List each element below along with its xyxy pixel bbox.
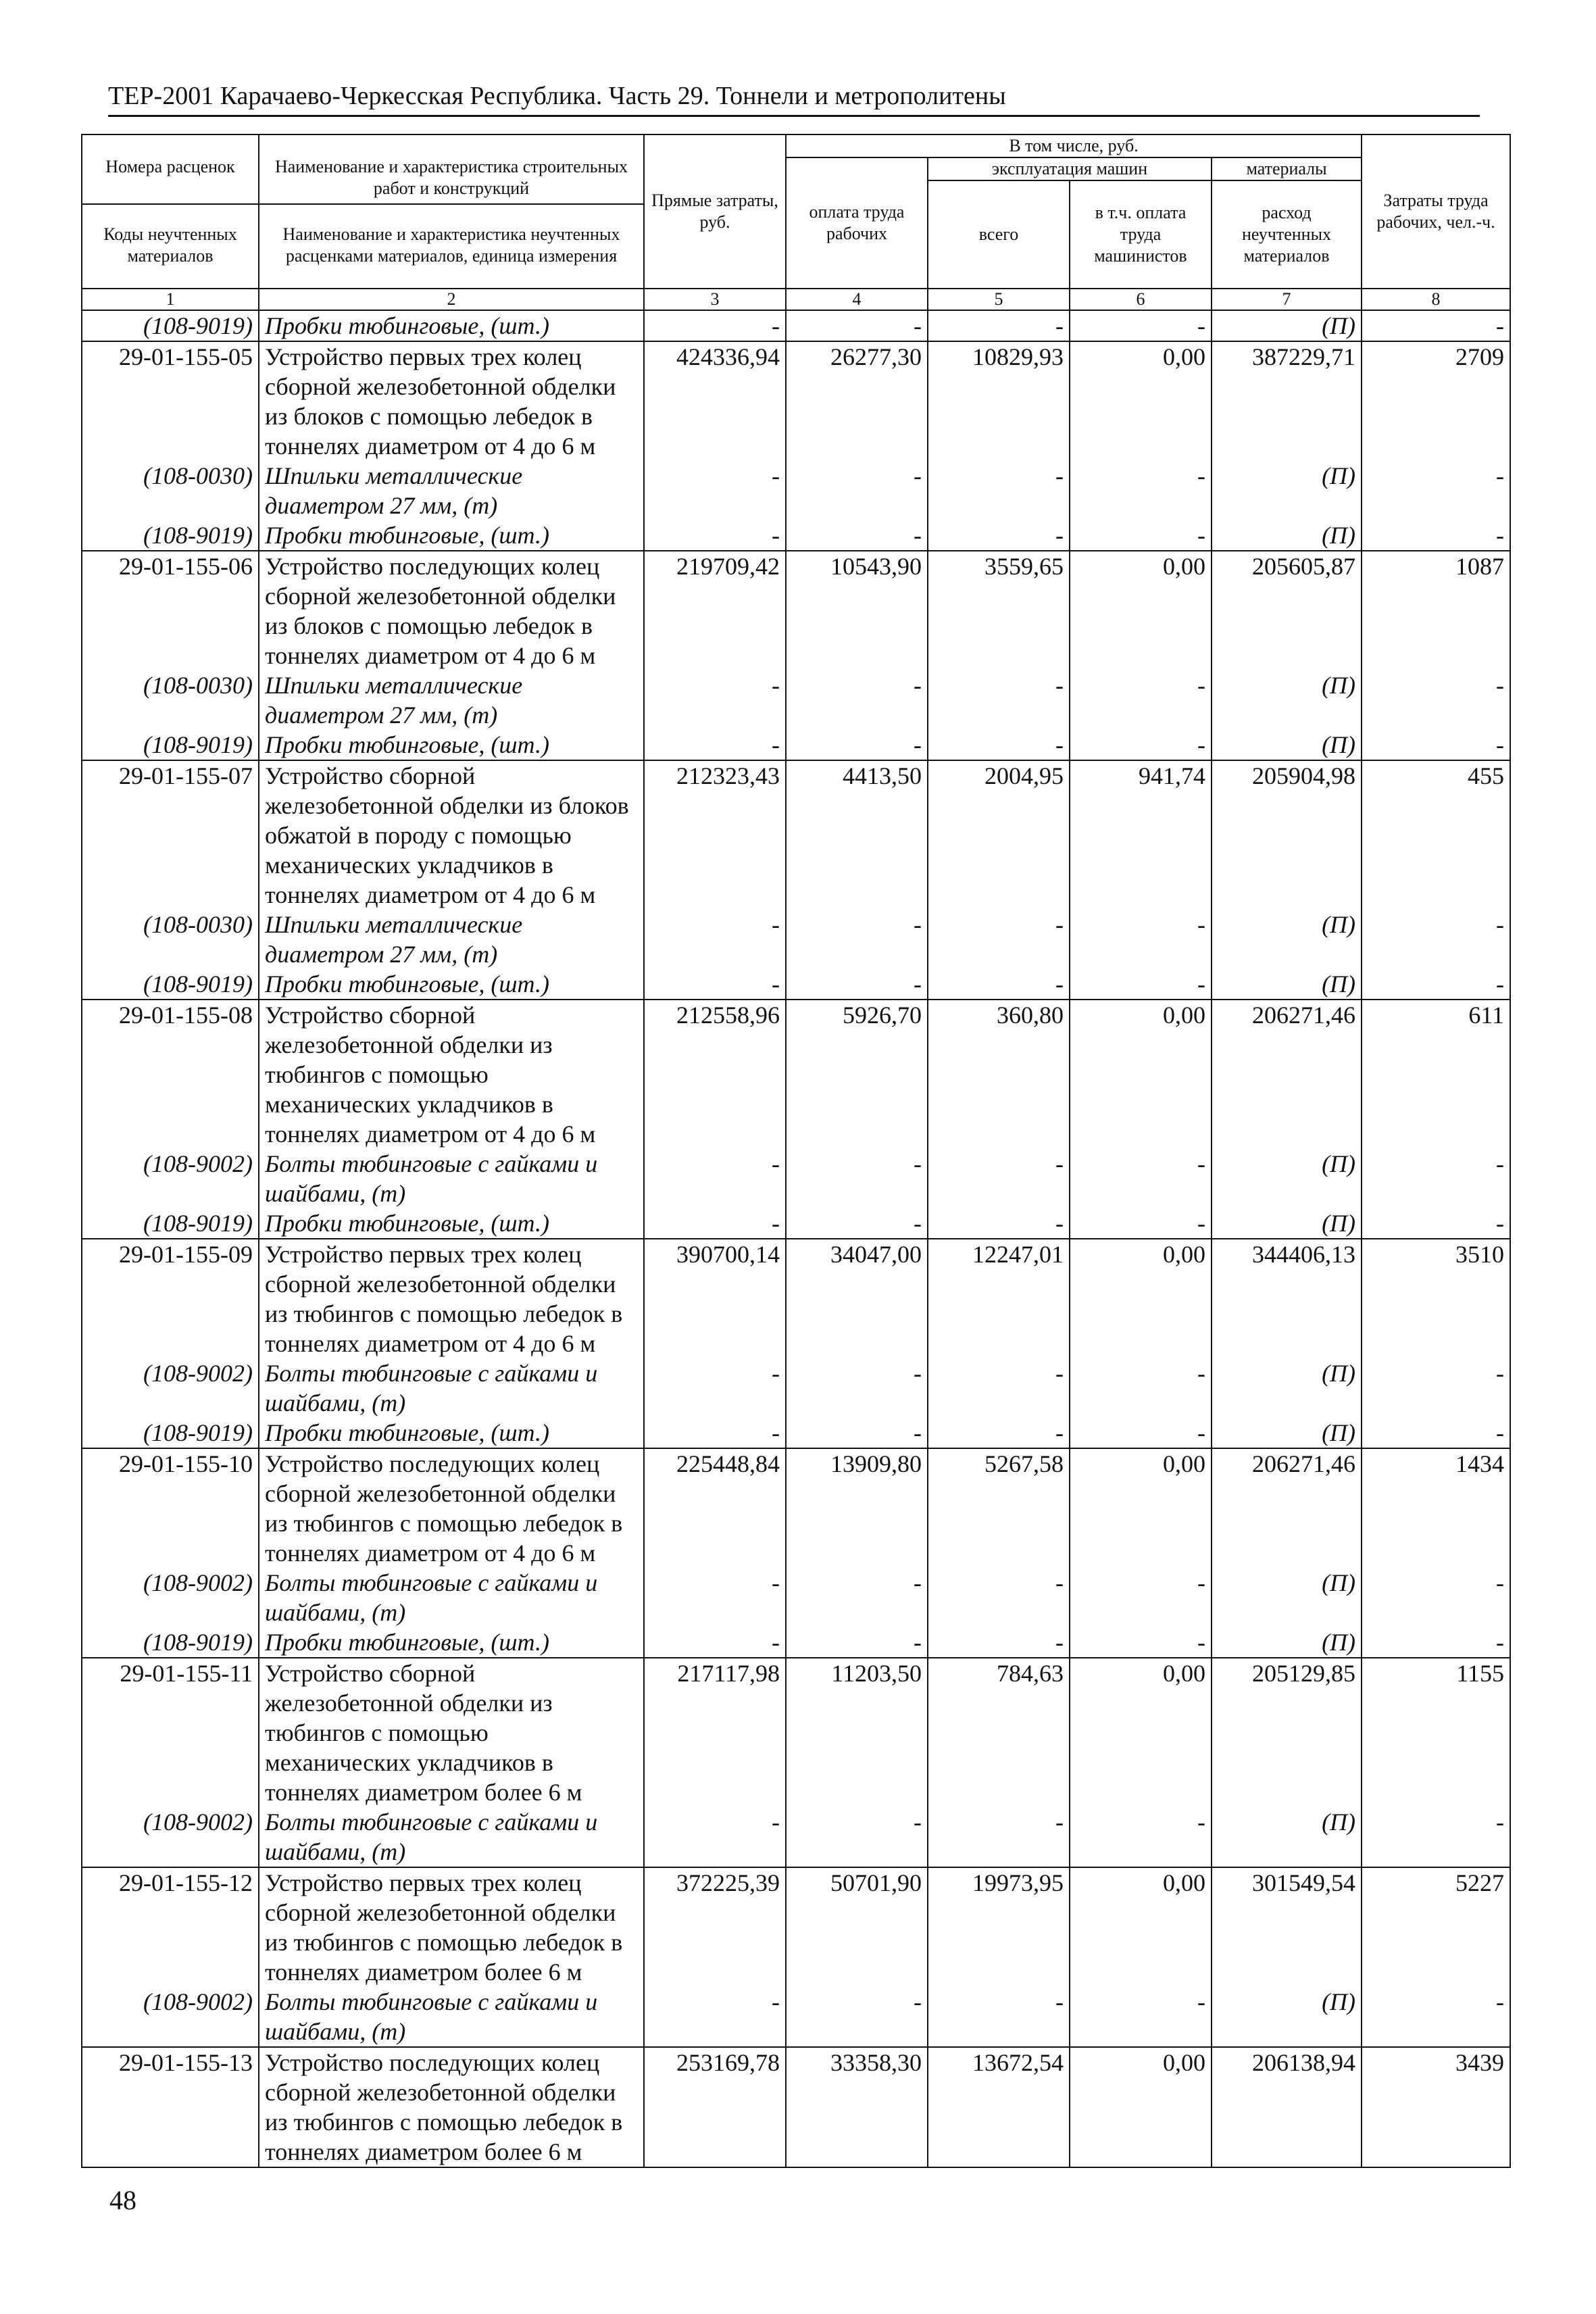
cell-machines-total: - xyxy=(928,1627,1070,1658)
cell-code: (108-0030) xyxy=(82,461,259,520)
cell-operator-wages: 0,00 xyxy=(1070,551,1212,670)
col-num-2: 2 xyxy=(259,289,644,310)
cell-operator-wages: - xyxy=(1070,310,1212,341)
col-num-6: 6 xyxy=(1070,289,1212,310)
cell-labor-hours: 3510 xyxy=(1362,1239,1510,1358)
cell-direct-costs: - xyxy=(644,969,786,1000)
cell-labor-hours: 1434 xyxy=(1362,1448,1510,1568)
cell-code: (108-9002) xyxy=(82,1807,259,1867)
header-col1-bottom: Коды неучтенных материалов xyxy=(103,224,237,266)
cell-code: (108-9019) xyxy=(82,969,259,1000)
rate-row xyxy=(82,760,1510,910)
cell-operator-wages: 0,00 xyxy=(1070,1658,1212,1807)
material-row xyxy=(82,1807,1510,1867)
cell-direct-costs: - xyxy=(644,730,786,760)
cell-machines-total: 2004,95 xyxy=(928,760,1070,910)
cell-direct-costs: 212323,43 xyxy=(644,760,786,910)
cell-labor-wages: - xyxy=(786,310,928,341)
cell-code: 29-01-155-12 xyxy=(82,1867,259,1987)
cell-machines-total: - xyxy=(928,969,1070,1000)
rate-row xyxy=(82,1448,1510,1568)
cell-direct-costs: 390700,14 xyxy=(644,1239,786,1358)
cell-materials: 206271,46 xyxy=(1212,1000,1362,1149)
cell-machines-total: - xyxy=(928,1807,1070,1867)
cell-machines-total: - xyxy=(928,670,1070,730)
header-col2-top: Наименование и характеристика строительных работ и конструкций xyxy=(259,156,643,205)
cell-description: Пробки тюбинговые, (шт.) xyxy=(259,1627,644,1658)
rate-row xyxy=(82,551,1510,670)
cell-labor-wages: - xyxy=(786,1807,928,1867)
price-table xyxy=(81,134,1511,2168)
cell-materials: (П) xyxy=(1212,1987,1362,2047)
cell-labor-hours: 1155 xyxy=(1362,1658,1510,1807)
cell-labor-hours: 2709 xyxy=(1362,341,1510,461)
cell-labor-wages: - xyxy=(786,1627,928,1658)
cell-code: 29-01-155-06 xyxy=(82,551,259,670)
cell-description: Болты тюбинговые с гайками и шайбами, (т) xyxy=(259,1568,644,1627)
cell-labor-hours: - xyxy=(1362,1807,1510,1867)
cell-direct-costs: - xyxy=(644,1987,786,2047)
cell-code: 29-01-155-13 xyxy=(82,2047,259,2167)
cell-operator-wages: - xyxy=(1070,910,1212,969)
cell-labor-hours: - xyxy=(1362,1149,1510,1208)
material-row xyxy=(82,461,1510,520)
cell-labor-hours: - xyxy=(1362,1627,1510,1658)
cell-operator-wages: 0,00 xyxy=(1070,1867,1212,1987)
cell-description: Устройство первых трех колец сборной железобетонной обделки из блоков с помощью лебедок в тоннелях диаметром от 4 до 6 м xyxy=(259,341,644,461)
cell-materials: (П) xyxy=(1212,969,1362,1000)
cell-operator-wages: - xyxy=(1070,1807,1212,1867)
cell-direct-costs: - xyxy=(644,1568,786,1627)
page-number: 48 xyxy=(109,2185,136,2215)
cell-direct-costs: 424336,94 xyxy=(644,341,786,461)
cell-labor-hours: 455 xyxy=(1362,760,1510,910)
header-col5: всего xyxy=(928,180,1070,289)
cell-code: (108-9019) xyxy=(82,1627,259,1658)
material-row xyxy=(82,969,1510,1000)
header-col4: оплата труда рабочих xyxy=(786,157,928,289)
cell-machines-total: 13672,54 xyxy=(928,2047,1070,2167)
cell-labor-wages: 13909,80 xyxy=(786,1448,928,1568)
col-num-8: 8 xyxy=(1362,289,1510,310)
cell-materials: (П) xyxy=(1212,730,1362,760)
cell-machines-total: 784,63 xyxy=(928,1658,1070,1807)
header-col2 xyxy=(259,134,644,289)
cell-operator-wages: 0,00 xyxy=(1070,1448,1212,1568)
cell-machines-total: 360,80 xyxy=(928,1000,1070,1149)
material-row xyxy=(82,1208,1510,1239)
cell-operator-wages: 0,00 xyxy=(1070,1239,1212,1358)
cell-machines-total: - xyxy=(928,1418,1070,1448)
cell-materials: (П) xyxy=(1212,1568,1362,1627)
cell-labor-wages: 33358,30 xyxy=(786,2047,928,2167)
header-col1-top: Номера расценок xyxy=(82,156,258,205)
cell-direct-costs: 217117,98 xyxy=(644,1658,786,1807)
cell-code: (108-9019) xyxy=(82,730,259,760)
table-body xyxy=(82,310,1510,2167)
material-row xyxy=(82,310,1510,341)
cell-machines-total: - xyxy=(928,310,1070,341)
header-col1 xyxy=(82,134,259,289)
cell-description: Болты тюбинговые с гайками и шайбами, (т) xyxy=(259,1358,644,1418)
cell-materials: (П) xyxy=(1212,1149,1362,1208)
cell-labor-hours: - xyxy=(1362,520,1510,551)
cell-code: (108-9002) xyxy=(82,1568,259,1627)
cell-materials: (П) xyxy=(1212,1208,1362,1239)
rate-row xyxy=(82,2047,1510,2167)
cell-materials: 301549,54 xyxy=(1212,1867,1362,1987)
cell-code: (108-9002) xyxy=(82,1358,259,1418)
cell-operator-wages: - xyxy=(1070,520,1212,551)
material-row xyxy=(82,910,1510,969)
cell-operator-wages: - xyxy=(1070,461,1212,520)
cell-materials: (П) xyxy=(1212,670,1362,730)
cell-code: 29-01-155-05 xyxy=(82,341,259,461)
cell-direct-costs: 225448,84 xyxy=(644,1448,786,1568)
col-num-7: 7 xyxy=(1212,289,1362,310)
material-row xyxy=(82,1568,1510,1627)
cell-machines-total: - xyxy=(928,910,1070,969)
cell-labor-wages: 4413,50 xyxy=(786,760,928,910)
cell-description: Пробки тюбинговые, (шт.) xyxy=(259,730,644,760)
cell-labor-wages: - xyxy=(786,1149,928,1208)
cell-direct-costs: - xyxy=(644,670,786,730)
cell-materials: 387229,71 xyxy=(1212,341,1362,461)
cell-direct-costs: - xyxy=(644,461,786,520)
material-row xyxy=(82,670,1510,730)
cell-labor-hours: 611 xyxy=(1362,1000,1510,1149)
cell-labor-wages: - xyxy=(786,730,928,760)
cell-direct-costs: - xyxy=(644,1627,786,1658)
cell-labor-wages: - xyxy=(786,1208,928,1239)
cell-materials: 206138,94 xyxy=(1212,2047,1362,2167)
cell-description: Устройство сборной железобетонной обделки из блоков обжатой в породу с помощью механических укладчиков в тоннелях диаметром от 4 до 6 м xyxy=(259,760,644,910)
cell-labor-hours: - xyxy=(1362,1418,1510,1448)
col-num-3: 3 xyxy=(644,289,786,310)
cell-materials: (П) xyxy=(1212,910,1362,969)
cell-code: (108-0030) xyxy=(82,910,259,969)
cell-operator-wages: - xyxy=(1070,1568,1212,1627)
cell-labor-wages: - xyxy=(786,1358,928,1418)
cell-code: (108-9019) xyxy=(82,520,259,551)
cell-operator-wages: - xyxy=(1070,969,1212,1000)
cell-labor-wages: 11203,50 xyxy=(786,1658,928,1807)
cell-machines-total: 12247,01 xyxy=(928,1239,1070,1358)
cell-code: (108-0030) xyxy=(82,670,259,730)
header-materials: материалы xyxy=(1212,157,1362,180)
cell-materials: 205129,85 xyxy=(1212,1658,1362,1807)
cell-description: Болты тюбинговые с гайками и шайбами, (т) xyxy=(259,1987,644,2047)
material-row xyxy=(82,1358,1510,1418)
cell-labor-hours: - xyxy=(1362,730,1510,760)
cell-machines-total: - xyxy=(928,1149,1070,1208)
header-group: В том числе, руб. xyxy=(786,134,1362,157)
document-title: ТЕР-2001 Карачаево-Черкесская Республика. Часть 29. Тоннели и метрополитены xyxy=(108,82,1006,110)
header-col6: в т.ч. оплата труда машинистов xyxy=(1070,180,1212,289)
cell-operator-wages: 0,00 xyxy=(1070,341,1212,461)
cell-direct-costs: 219709,42 xyxy=(644,551,786,670)
cell-labor-hours: - xyxy=(1362,1568,1510,1627)
cell-operator-wages: - xyxy=(1070,1987,1212,2047)
cell-description: Пробки тюбинговые, (шт.) xyxy=(259,1418,644,1448)
cell-direct-costs: 253169,78 xyxy=(644,2047,786,2167)
cell-materials: 205904,98 xyxy=(1212,760,1362,910)
cell-materials: 344406,13 xyxy=(1212,1239,1362,1358)
cell-materials: (П) xyxy=(1212,1418,1362,1448)
table-header xyxy=(82,134,1510,310)
cell-labor-hours: 5227 xyxy=(1362,1867,1510,1987)
cell-code: 29-01-155-09 xyxy=(82,1239,259,1358)
cell-direct-costs: 212558,96 xyxy=(644,1000,786,1149)
cell-operator-wages: - xyxy=(1070,1418,1212,1448)
cell-labor-hours: - xyxy=(1362,1987,1510,2047)
header-col8: Затраты труда рабочих, чел.-ч. xyxy=(1362,134,1510,289)
cell-operator-wages: 0,00 xyxy=(1070,2047,1212,2167)
cell-code: 29-01-155-08 xyxy=(82,1000,259,1149)
cell-description: Шпильки металлические диаметром 27 мм, (т) xyxy=(259,461,644,520)
cell-labor-wages: - xyxy=(786,1418,928,1448)
cell-description: Устройство последующих колец сборной железобетонной обделки из тюбингов с помощью лебедок в тоннелях диаметром от 4 до 6 м xyxy=(259,1448,644,1568)
cell-description: Болты тюбинговые с гайками и шайбами, (т) xyxy=(259,1149,644,1208)
cell-description: Пробки тюбинговые, (шт.) xyxy=(259,310,644,341)
cell-direct-costs: - xyxy=(644,1208,786,1239)
cell-materials: (П) xyxy=(1212,1627,1362,1658)
cell-operator-wages: - xyxy=(1070,1358,1212,1418)
cell-description: Шпильки металлические диаметром 27 мм, (т) xyxy=(259,910,644,969)
cell-code: (108-9002) xyxy=(82,1149,259,1208)
cell-materials: (П) xyxy=(1212,1358,1362,1418)
header-col7: расход неучтенных материалов xyxy=(1212,180,1362,289)
rate-row xyxy=(82,1867,1510,1987)
rate-row xyxy=(82,1239,1510,1358)
cell-machines-total: 19973,95 xyxy=(928,1867,1070,1987)
cell-labor-hours: - xyxy=(1362,1208,1510,1239)
cell-labor-hours: - xyxy=(1362,910,1510,969)
cell-labor-hours: - xyxy=(1362,670,1510,730)
material-row xyxy=(82,1149,1510,1208)
cell-description: Устройство последующих колец сборной железобетонной обделки из блоков с помощью лебедок в тоннелях диаметром от 4 до 6 м xyxy=(259,551,644,670)
cell-description: Устройство последующих колец сборной железобетонной обделки из тюбингов с помощью лебедок в тоннелях диаметром более 6 м xyxy=(259,2047,644,2167)
cell-direct-costs: 372225,39 xyxy=(644,1867,786,1987)
header-col2-bottom: Наименование и характеристика неучтенных расценками материалов, единица измерения xyxy=(282,224,620,266)
cell-operator-wages: 941,74 xyxy=(1070,760,1212,910)
cell-labor-wages: - xyxy=(786,910,928,969)
cell-machines-total: 5267,58 xyxy=(928,1448,1070,1568)
cell-code: (108-9002) xyxy=(82,1987,259,2047)
cell-machines-total: - xyxy=(928,730,1070,760)
cell-machines-total: - xyxy=(928,1208,1070,1239)
cell-machines-total: 3559,65 xyxy=(928,551,1070,670)
cell-code: 29-01-155-07 xyxy=(82,760,259,910)
cell-labor-wages: 34047,00 xyxy=(786,1239,928,1358)
cell-direct-costs: - xyxy=(644,1807,786,1867)
rate-row xyxy=(82,1658,1510,1807)
header-col3: Прямые затраты, руб. xyxy=(644,134,786,289)
cell-code: 29-01-155-10 xyxy=(82,1448,259,1568)
cell-labor-wages: - xyxy=(786,969,928,1000)
material-row xyxy=(82,1987,1510,2047)
material-row xyxy=(82,1418,1510,1448)
cell-direct-costs: - xyxy=(644,310,786,341)
cell-code: 29-01-155-11 xyxy=(82,1658,259,1807)
cell-labor-hours: 3439 xyxy=(1362,2047,1510,2167)
cell-description: Устройство сборной железобетонной обделки из тюбингов с помощью механических укладчиков в тоннелях диаметром более 6 м xyxy=(259,1658,644,1807)
page-header xyxy=(108,80,1480,117)
cell-labor-wages: - xyxy=(786,461,928,520)
cell-description: Пробки тюбинговые, (шт.) xyxy=(259,1208,644,1239)
cell-description: Пробки тюбинговые, (шт.) xyxy=(259,969,644,1000)
material-row xyxy=(82,520,1510,551)
rate-row xyxy=(82,341,1510,461)
cell-labor-wages: 5926,70 xyxy=(786,1000,928,1149)
cell-description: Устройство первых трех колец сборной железобетонной обделки из тюбингов с помощью лебедок в тоннелях диаметром от 4 до 6 м xyxy=(259,1239,644,1358)
cell-description: Пробки тюбинговые, (шт.) xyxy=(259,520,644,551)
cell-labor-hours: - xyxy=(1362,461,1510,520)
cell-code: (108-9019) xyxy=(82,1208,259,1239)
cell-labor-wages: 50701,90 xyxy=(786,1867,928,1987)
cell-operator-wages: - xyxy=(1070,1149,1212,1208)
header-machines: эксплуатация машин xyxy=(928,157,1212,180)
cell-materials: (П) xyxy=(1212,310,1362,341)
cell-labor-wages: 26277,30 xyxy=(786,341,928,461)
cell-operator-wages: - xyxy=(1070,670,1212,730)
cell-materials: (П) xyxy=(1212,1807,1362,1867)
cell-labor-hours: - xyxy=(1362,310,1510,341)
cell-materials: (П) xyxy=(1212,461,1362,520)
cell-labor-wages: - xyxy=(786,670,928,730)
cell-materials: 205605,87 xyxy=(1212,551,1362,670)
cell-description: Болты тюбинговые с гайками и шайбами, (т) xyxy=(259,1807,644,1867)
cell-labor-hours: - xyxy=(1362,969,1510,1000)
cell-materials: 206271,46 xyxy=(1212,1448,1362,1568)
cell-direct-costs: - xyxy=(644,1418,786,1448)
cell-direct-costs: - xyxy=(644,520,786,551)
cell-direct-costs: - xyxy=(644,910,786,969)
material-row xyxy=(82,1627,1510,1658)
cell-labor-wages: - xyxy=(786,520,928,551)
cell-machines-total: 10829,93 xyxy=(928,341,1070,461)
cell-description: Шпильки металлические диаметром 27 мм, (т) xyxy=(259,670,644,730)
cell-operator-wages: - xyxy=(1070,1208,1212,1239)
cell-code: (108-9019) xyxy=(82,310,259,341)
cell-code: (108-9019) xyxy=(82,1418,259,1448)
cell-direct-costs: - xyxy=(644,1358,786,1418)
cell-materials: (П) xyxy=(1212,520,1362,551)
cell-labor-hours: 1087 xyxy=(1362,551,1510,670)
cell-labor-wages: 10543,90 xyxy=(786,551,928,670)
cell-operator-wages: - xyxy=(1070,1627,1212,1658)
cell-machines-total: - xyxy=(928,461,1070,520)
cell-direct-costs: - xyxy=(644,1149,786,1208)
col-num-5: 5 xyxy=(928,289,1070,310)
cell-description: Устройство первых трех колец сборной железобетонной обделки из тюбингов с помощью лебедок в тоннелях диаметром более 6 м xyxy=(259,1867,644,1987)
cell-operator-wages: - xyxy=(1070,730,1212,760)
cell-operator-wages: 0,00 xyxy=(1070,1000,1212,1149)
cell-description: Устройство сборной железобетонной обделки из тюбингов с помощью механических укладчиков в тоннелях диаметром от 4 до 6 м xyxy=(259,1000,644,1149)
col-num-4: 4 xyxy=(786,289,928,310)
cell-machines-total: - xyxy=(928,1987,1070,2047)
material-row xyxy=(82,730,1510,760)
cell-machines-total: - xyxy=(928,1568,1070,1627)
col-num-1: 1 xyxy=(82,289,259,310)
rate-row xyxy=(82,1000,1510,1149)
cell-labor-hours: - xyxy=(1362,1358,1510,1418)
cell-machines-total: - xyxy=(928,520,1070,551)
cell-machines-total: - xyxy=(928,1358,1070,1418)
cell-labor-wages: - xyxy=(786,1568,928,1627)
cell-labor-wages: - xyxy=(786,1987,928,2047)
